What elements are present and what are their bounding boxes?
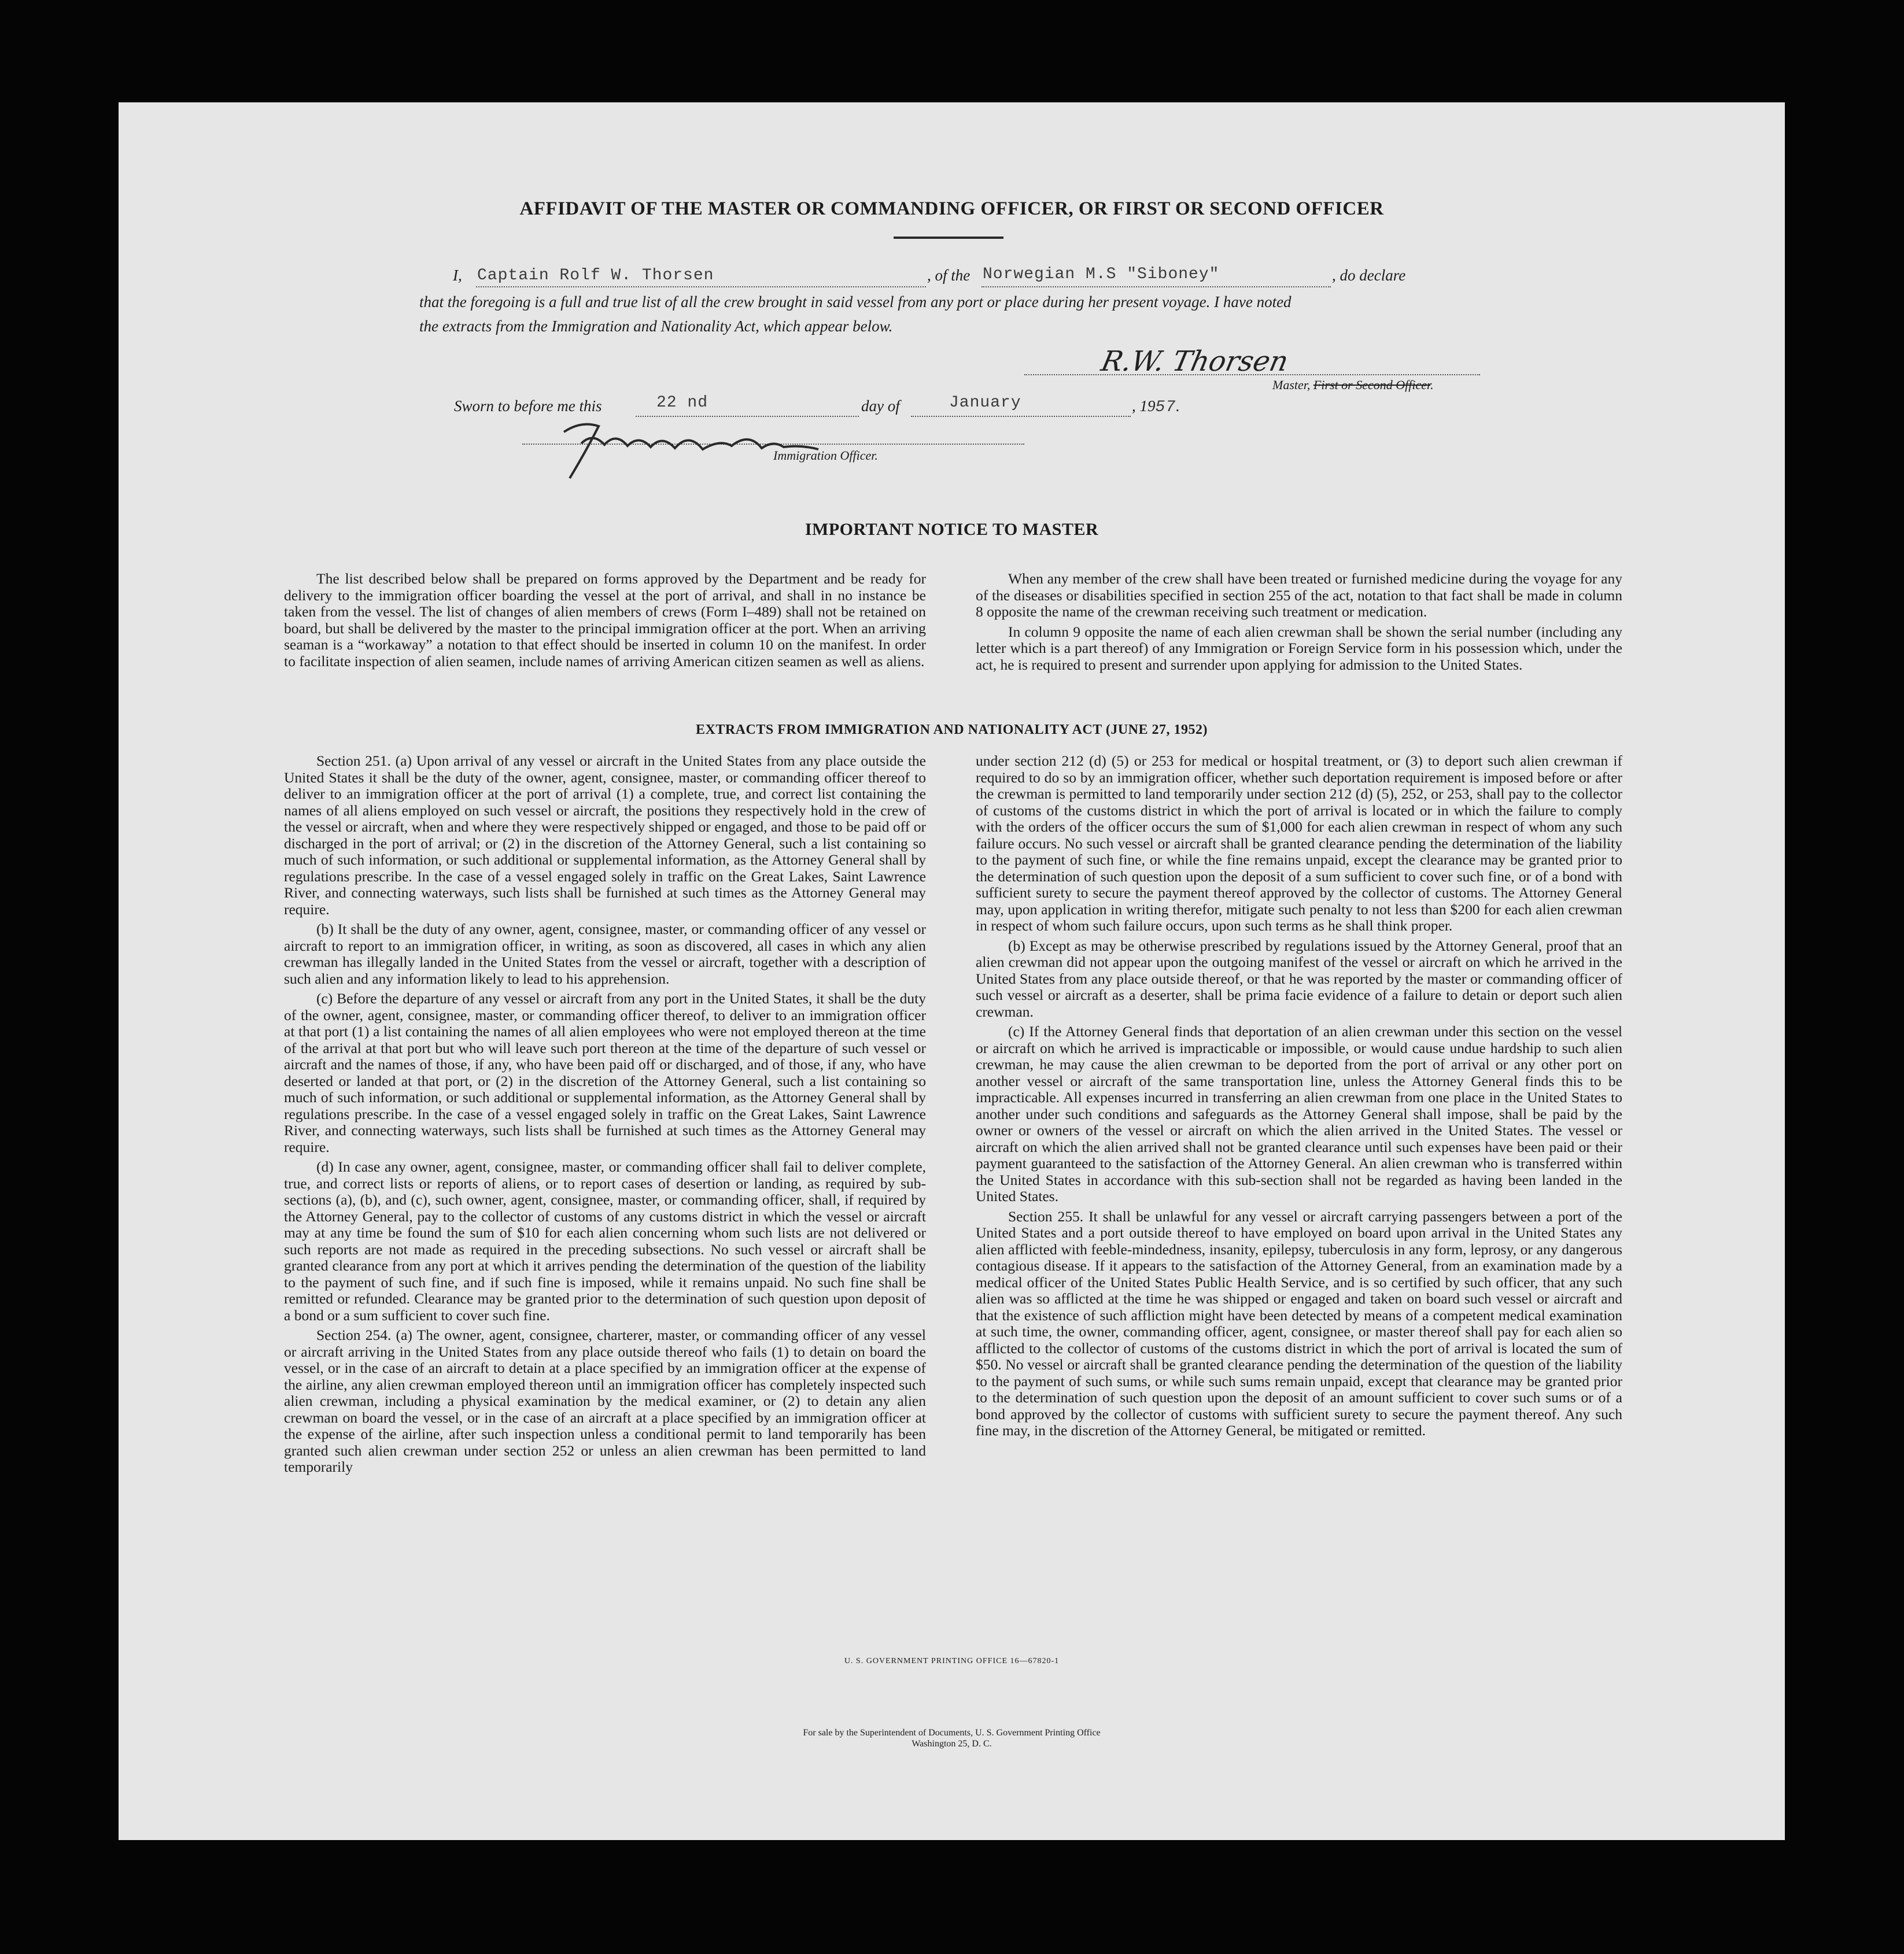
do-declare-label: , do declare	[1332, 267, 1406, 284]
printer-line: U. S. GOVERNMENT PRINTING OFFICE 16—67820-1	[844, 1657, 1060, 1665]
year-field[interactable]: 57	[1155, 398, 1176, 416]
declaration-line-2: that the foregoing is a full and true list of all the crew brought in said vessel from any port or place during her present voyage. I have noted	[419, 293, 1292, 311]
master-signature: R.W. Thorsen	[1098, 345, 1292, 378]
footer	[119, 1727, 1785, 1749]
footer-line-1: For sale by the Superintendent of Documents, U. S. Government Printing Office	[803, 1728, 1101, 1738]
master-name-field[interactable]: Captain Rolf W. Thorsen	[477, 267, 714, 285]
extract-section-251b: (b) It shall be the duty of any owner, agent, consignee, master, or commanding officer of any vessel or aircraft to report to an immigration officer, in writing, as soon as discovered, all cases in which any alien crewman has illegally landed in the United States from the vessel or aircraft, together with a description of such alien and any information likely to lead to his apprehension.	[284, 921, 926, 987]
notice-right-paragraph-2: In column 9 opposite the name of each alien crewman shall be shown the serial number (including any letter which is a part thereof) of any Immigration or Foreign Service form in his possession which, under the act, he is required to present and surrender upon applying for admission to the United States.	[976, 623, 1622, 673]
of-the-label: , of the	[927, 267, 971, 284]
immigration-officer-label: Immigration Officer.	[773, 448, 878, 463]
notice-right-paragraph-1: When any member of the crew shall have been treated or furnished medicine during the voyage for any of the diseases or disabilities specified in section 255 of the act, notation to that fact shall be made in column 8 opposite the name of the crewman receiving such treatment or medication.	[976, 570, 1622, 620]
notice-left-paragraph: The list described below shall be prepared on forms approved by the Department and be ready for delivery to the immigration officer boarding the vessel at the port of arrival, and shall in no instance be taken from the vessel. The list of changes of alien members of crews (Form I–489) shall not be retained on board, but shall be delivered by the master to the principal immigration officer at the port. When an arriving seaman is a “workaway” a notation to that effect should be inserted in column 10 on the manifest. In order to facilitate inspection of alien seamen, include names of arriving American citizen seamen as well as aliens.	[284, 570, 926, 670]
notice-right-column	[976, 571, 1622, 677]
year-prefix: , 19	[1132, 397, 1156, 415]
year-end: .	[1176, 397, 1180, 415]
name-field-line	[476, 286, 926, 287]
footer-line-2: Washington 25, D. C.	[912, 1739, 992, 1749]
extract-section-254a-continued: under section 212 (d) (5) or 253 for medical or hospital treatment, or (3) to deport such alien crewman if required to do so by an immigration officer, whether such deportation requirement is imposed before or after the crewman is permitted to land temporarily under section 212 (d) (5), 252, or 253, shall pay to the collector of customs of the customs district in which the port of arrival is located or in which the failure to comply with the orders of the officer occurs the sum of $1,000 for each alien crewman in respect of whom any such failure occurs. No such vessel or aircraft shall be granted clearance pending the determination of the liability to the payment of such fine, or while the fine remains unpaid, except the clearance may be granted prior to the determination of such question upon the deposit of a sum sufficient to cover such fine, or of a bond with sufficient surety to secure the payment thereof approved by the collector of customs. The Attorney General may, upon application in writing therefor, mitigate such penalty to not less than $200 for each alien crewman in respect of whom such failure occurs, upon such terms as he shall think proper.	[976, 752, 1622, 934]
notice-title: IMPORTANT NOTICE TO MASTER	[805, 520, 1099, 539]
declaration-line-3: the extracts from the Immigration and Nationality Act, which appear below.	[419, 317, 893, 335]
vessel-name-field[interactable]: Norwegian M.S "Siboney"	[983, 265, 1220, 283]
extract-section-254c: (c) If the Attorney General finds that deportation of an alien crewman under this section on the vessel or aircraft on which he arrived is impracticable or impossible, or would cause undue hardship to such alien crewman, he may cause the alien crewman to be deported from the port of arrival or any other port on another vessel or aircraft of the same transportation line, unless the Attorney General finds this to be impracticable. All expenses incurred in transferring an alien crewman from one place in the United States to another under such conditions and safeguards as the Attorney General shall impose, shall be paid by the owner or owners of the vessel or aircraft on which the alien arrived in the United States. The vessel or aircraft on which the alien arrived shall not be granted clearance until such expenses have been paid or their payment guaranteed to the satisfaction of the Attorney General. An alien crewman who is transferred within the United States in accordance with this sub-section shall not be regarded as having been landed in the United States.	[976, 1023, 1622, 1205]
extract-section-251c: (c) Before the departure of any vessel or aircraft from any port in the United States, it shall be the duty of the owner, agent, consignee, master, or commanding officer thereof, to deliver to an immigration officer at that port (1) a list containing the names of all alien employees who were not employed thereon at the time of the arrival at that port but who will leave such port thereon at the time of the departure of such vessel or aircraft and the names of those, if any, who have been paid off or discharged, and of those, if any, who have deserted or landed at that port, or (2) in the discretion of the Attorney General, such a list containing so much of such information, or such additional or supplemental information, as the Attorney General shall by regulations prescribe. In the case of a vessel engaged solely in traffic on the Great Lakes, Saint Lawrence River, and connecting waterways, such lists shall be furnished at such times as the Attorney General may require.	[284, 990, 926, 1155]
struck-officer-label: First or Second Officer	[1313, 378, 1431, 392]
title-underline	[894, 237, 1003, 239]
extract-section-251d: (d) In case any owner, agent, consignee, master, or commanding officer shall fail to deliver complete, true, and correct lists or reports of aliens, or to report cases of desertion or landing, as required by sub-sections (a), (b), and (c), such owner, agent, consignee, master, or commanding officer, shall, if required by the Attorney General, pay to the collector of customs of any customs district in which the vessel or aircraft may at any time be found the sum of $10 for each alien concerning whom such lists are not delivered or such reports are not made as required in the preceding subsections. No such vessel or aircraft shall be granted clearance from any port at which it arrives pending the determination of the question of the liability to the payment of such fine, and if such fine is imposed, while it remains unpaid. No such fine shall be remitted or refunded. Clearance may be granted prior to the determination of such question upon deposit of a bond or a sum sufficient to cover such fine.	[284, 1158, 926, 1324]
master-label-end: .	[1430, 378, 1434, 392]
extract-section-254b: (b) Except as may be otherwise prescribed by regulations issued by the Attorney General, proof that an alien crewman did not appear upon the outgoing manifest of the vessel or aircraft on which he arrived in the United States from any place outside thereof, or that he was reported by the master or commanding officer of such vessel or aircraft as a deserter, shall be prima facie evidence of a failure to detain or deport such alien crewman.	[976, 937, 1622, 1020]
extracts-left-column	[284, 753, 926, 1479]
declaration-prefix: I,	[453, 267, 462, 284]
day-of-label: day of	[861, 397, 900, 415]
extracts-title: EXTRACTS FROM IMMIGRATION AND NATIONALITY ACT (JUNE 27, 1952)	[696, 722, 1208, 737]
immigration-officer-signature	[547, 409, 951, 484]
affidavit-form-page	[119, 102, 1785, 1840]
master-title-label	[1272, 378, 1434, 393]
vessel-field-line	[981, 286, 1331, 287]
extract-section-255: Section 255. It shall be unlawful for any vessel or aircraft carrying passengers between a port of the United States and a port outside thereof to have employed on board upon arrival in the United States any alien afflicted with feeble-mindedness, insanity, epilepsy, tuberculosis in any form, leprosy, or any dangerous contagious disease. If it appears to the satisfaction of the Attorney General, from an examination made by a medical officer of the United States Public Health Service, and is so certified by such officer, that any such alien was so afflicted at the time he was shipped or engaged and taken on board such vessel or aircraft and that the existence of such affliction might have been detected by means of a competent medical examination at such time, the owner, commanding officer, agent, consignee, or master thereof shall pay for each alien so afflicted to the collector of customs of the customs district in which the port of arrival is located the sum of $50. No vessel or aircraft shall be granted clearance pending the determination of the question of the liability to the payment of such sums, or while such sums remain unpaid, except that clearance may be granted prior to the determination of such question upon the deposit of an amount sufficient to cover such sums or of a bond approved by the collector of customs with sufficient surety to secure the payment thereof. Any such fine may, in the discretion of the Attorney General, be mitigated or remitted.	[976, 1207, 1622, 1439]
extract-section-251a: Section 251. (a) Upon arrival of any vessel or aircraft in the United States from any place outside the United States it shall be the duty of the owner, agent, consignee, master, or commanding officer thereof to deliver to an immigration officer at the port of arrival (1) a complete, true, and correct list containing the names of all aliens employed on such vessel or aircraft, the positions they respectively hold in the crew of the vessel or aircraft, when and where they were respectively shipped or engaged, and those to be paid off or discharged in the port of arrival; or (2) in the discretion of the Attorney General, such a list containing so much of such information, or such additional or supplemental information, as the Attorney General shall by regulations prescribe. In the case of a vessel engaged solely in traffic on the Great Lakes, Saint Lawrence River, and connecting waterways, such lists shall be furnished at such times as the Attorney General may require.	[284, 752, 926, 918]
extract-section-254a: Section 254. (a) The owner, agent, consignee, charterer, master, or commanding officer of any vessel or aircraft arriving in the United States from any place outside thereof who fails (1) to detain on board the vessel, or in the case of an aircraft to detain at a place specified by an immigration officer at the expense of the airline, any alien crewman employed thereon until an immigration officer has completely inspected such alien crewman, including a physical examination by the medical examiner, or (2) to detain any alien crewman on board the vessel, or in the case of an aircraft at a place specified by an immigration officer at the expense of the airline, after such inspection unless a conditional permit to land temporarily has been granted such alien crewman under section 252 or unless an alien crewman has been permitted to land temporarily	[284, 1327, 926, 1475]
month-field[interactable]: January	[949, 394, 1021, 412]
master-label: Master,	[1272, 378, 1311, 392]
year-label	[1132, 397, 1180, 416]
day-field[interactable]: 22 nd	[656, 394, 709, 412]
form-title: AFFIDAVIT OF THE MASTER OR COMMANDING OFFICER, OR FIRST OR SECOND OFFICER	[519, 198, 1384, 219]
notice-left-column	[284, 571, 926, 673]
extracts-right-column	[976, 753, 1622, 1443]
sworn-prefix: Sworn to before me this	[454, 397, 602, 415]
